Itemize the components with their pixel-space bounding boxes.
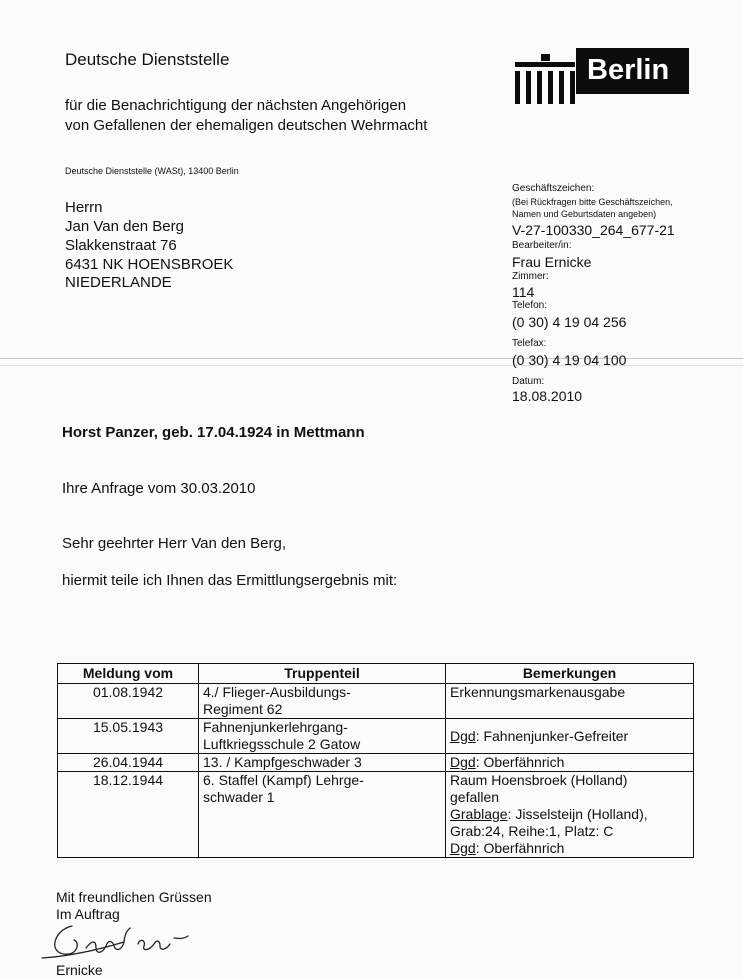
table-row xyxy=(58,772,694,858)
row-remarks xyxy=(446,772,694,858)
room-value: 114 xyxy=(512,284,535,300)
fax-value: (0 30) 4 19 04 100 xyxy=(512,352,627,368)
row-unit xyxy=(199,719,446,754)
recipient-city: 6431 NK HOENSBROEK xyxy=(65,256,234,273)
table-row xyxy=(58,719,694,754)
remark-text: : Fahnenjunker-Gefreiter xyxy=(475,727,629,744)
remark-line: Raum Hoensbroek (Holland) xyxy=(450,772,628,788)
intro-text: hiermit teile ich Ihnen das Ermittlungsergebnis mit: xyxy=(62,572,398,589)
result-table xyxy=(57,663,694,858)
table-header-row xyxy=(58,664,694,684)
closing-on-behalf: Im Auftrag xyxy=(56,906,120,922)
brandenburg-gate-icon xyxy=(513,46,577,104)
grave-detail: Grab:24, Reihe:1, Platz: C xyxy=(450,823,614,839)
row-date: 26.04.1944 xyxy=(58,754,199,772)
reference-label: Geschäftszeichen: xyxy=(512,183,595,194)
unit-line: Fahnenjunkerlehrgang- xyxy=(203,719,348,735)
rank-line xyxy=(450,840,689,857)
grave-text: : Jisselsteijn (Holland), xyxy=(507,806,648,822)
unit-line: 13. / Kampfgeschwader 3 xyxy=(203,754,362,770)
logo-text: Berlin xyxy=(587,54,670,86)
unit-line: Luftkriegsschule 2 Gatow xyxy=(203,736,361,752)
recipient-country: NIEDERLANDE xyxy=(65,274,172,291)
header-remarks: Bemerkungen xyxy=(446,664,694,684)
fold-line-shadow xyxy=(0,365,743,366)
phone-value: (0 30) 4 19 04 256 xyxy=(512,314,627,330)
remark-label: Dgd xyxy=(450,754,476,770)
unit-line: schwader 1 xyxy=(203,789,275,805)
purpose-line-1: für die Benachrichtigung der nächsten Angehörigen xyxy=(65,97,407,114)
rank-text: : Oberfähnrich xyxy=(475,840,565,856)
return-address: Deutsche Dienststelle (WASt), 13400 Berlin xyxy=(65,166,239,176)
office-name: Deutsche Dienststelle xyxy=(65,50,230,69)
unit-line: 4./ Flieger-Ausbildungs- xyxy=(203,684,351,700)
closing-line: Mit freundlichen Grüssen xyxy=(56,889,212,905)
reference-value: V-27-100330_264_677-21 xyxy=(512,222,675,238)
row-unit xyxy=(199,684,446,719)
signature-name: Ernicke xyxy=(56,962,103,978)
header-unit: Truppenteil xyxy=(199,664,446,684)
handler-value: Frau Ernicke xyxy=(512,254,592,270)
unit-line: 6. Staffel (Kampf) Lehrge- xyxy=(203,772,364,788)
row-remarks xyxy=(446,754,694,772)
reference-note-1: (Bei Rückfragen bitte Geschäftszeichen, xyxy=(512,197,673,207)
remark-text: : Oberfähnrich xyxy=(475,754,565,770)
phone-label: Telefon: xyxy=(512,300,548,311)
recipient-street: Slakkenstraat 76 xyxy=(65,237,177,254)
handler-label: Bearbeiter/in: xyxy=(512,240,572,251)
subject-line: Horst Panzer, geb. 17.04.1924 in Mettmann xyxy=(62,424,365,441)
purpose-line-2: von Gefallenen der ehemaligen deutschen Wehrmacht xyxy=(65,117,428,134)
table-row xyxy=(58,684,694,719)
date-label: Datum: xyxy=(512,376,545,387)
row-unit xyxy=(199,754,446,772)
handwritten-signature xyxy=(34,918,194,964)
header-date: Meldung vom xyxy=(58,664,199,684)
row-remarks xyxy=(446,719,694,754)
reference-note-2: Namen und Geburtsdaten angeben) xyxy=(512,209,657,219)
fold-line xyxy=(0,358,743,359)
rank-label: Dgd xyxy=(450,840,476,856)
remark-text: Erkennungsmarkenausgabe xyxy=(450,684,626,700)
fax-label: Telefax: xyxy=(512,338,547,349)
recipient-salutation: Herrn xyxy=(65,199,103,216)
unit-line: Regiment 62 xyxy=(203,701,283,717)
greeting: Sehr geehrter Herr Van den Berg, xyxy=(62,535,287,552)
row-date: 18.12.1944 xyxy=(58,772,199,858)
row-remarks xyxy=(446,684,694,719)
remark-label: Dgd xyxy=(450,727,476,744)
berlin-logo xyxy=(513,46,689,104)
row-date: 01.08.1942 xyxy=(58,684,199,719)
grave-label: Grablage xyxy=(450,806,508,822)
row-date: 15.05.1943 xyxy=(58,719,199,754)
recipient-name: Jan Van den Berg xyxy=(65,218,184,235)
room-label: Zimmer: xyxy=(512,271,549,282)
inquiry-line: Ihre Anfrage vom 30.03.2010 xyxy=(62,480,256,497)
grave-line xyxy=(450,806,689,823)
row-unit xyxy=(199,772,446,858)
remark-line: gefallen xyxy=(450,789,500,805)
date-value: 18.08.2010 xyxy=(512,388,583,404)
table-row xyxy=(58,754,694,772)
